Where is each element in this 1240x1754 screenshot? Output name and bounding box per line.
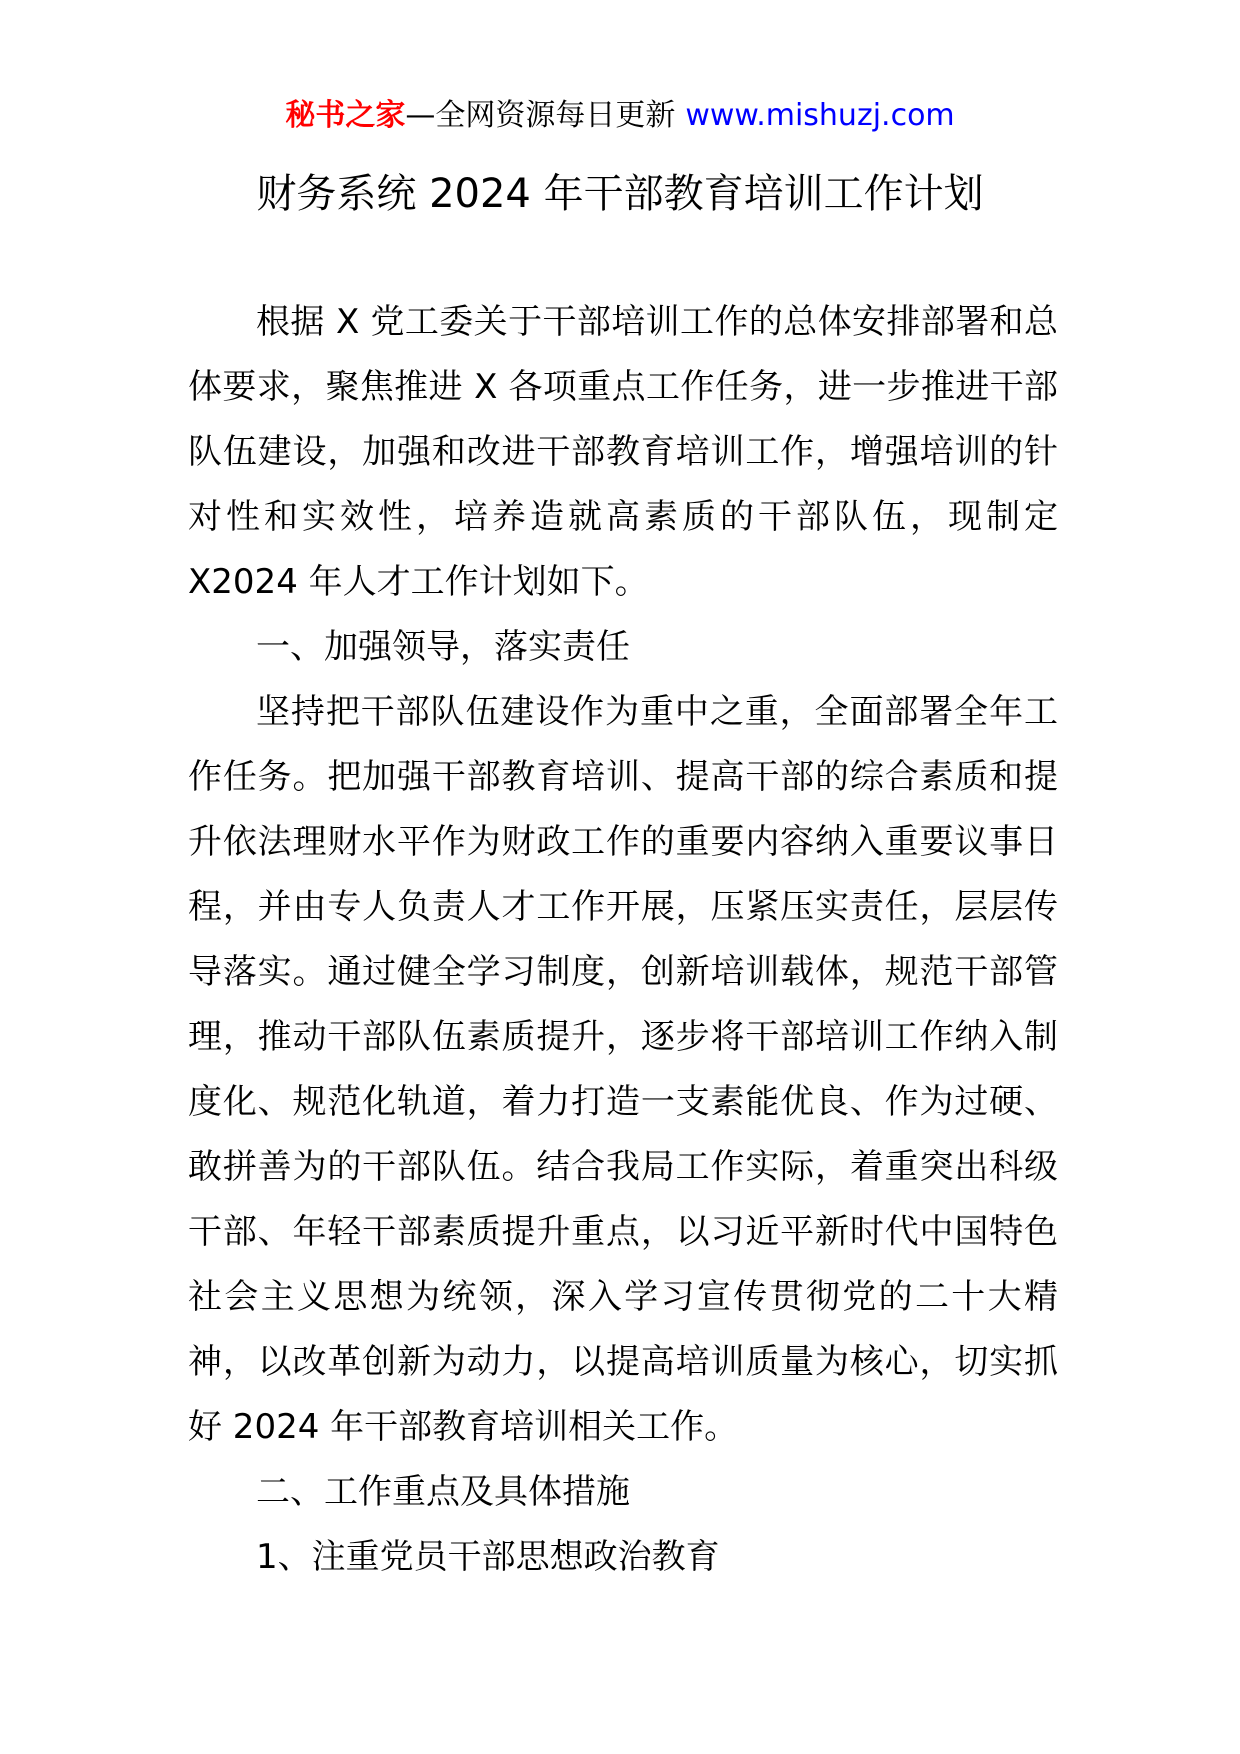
- brand-name: 秘书之家: [285, 98, 406, 133]
- document-body: [188, 290, 1058, 1590]
- subsection-1-heading: 1、注重党员干部思想政治教育: [256, 1537, 720, 1577]
- document-title: 财务系统 2024 年干部教育培训工作计划: [256, 171, 984, 217]
- section-1-heading: 一、加强领导，落实责任: [256, 627, 630, 667]
- site-header: [0, 96, 1240, 136]
- section-1-paragraph: 坚持把干部队伍建设作为重中之重，全面部署全年工作任务。把加强干部教育培训、提高干部的综合素质和提升依法理财水平作为财政工作的重要内容纳入重要议事日程，并由专人负责人才工作开展，压紧压实责任，层层传导落实。通过健全学习制度，创新培训载体，规范干部管理，推动干部队伍素质提升，逐步将干部培训工作纳入制度化、规范化轨道，着力打造一支素能优良、作为过硬、敢拼善为的干部队伍。结合我局工作实际，着重突出科级干部、年轻干部素质提升重点，以习近平新时代中国特色社会主义思想为统领，深入学习宣传贯彻党的二十大精神，以改革创新为动力，以提高培训质量为核心，切实抓好 2024 年干部教育培训相关工作。: [188, 692, 1058, 1447]
- intro-paragraph: 根据 X 党工委关于干部培训工作的总体安排部署和总体要求，聚焦推进 X 各项重点工作任务，进一步推进干部队伍建设，加强和改进干部教育培训工作，增强培训的针对性和实效性，培养造就高素质的干部队伍，现制定 X2024 年人才工作计划如下。: [188, 302, 1058, 602]
- section-2-heading: 二、工作重点及具体措施: [256, 1472, 630, 1512]
- site-url-link[interactable]: www.mishuzj.com: [685, 98, 955, 133]
- site-slogan: —全网资源每日更新: [405, 98, 676, 133]
